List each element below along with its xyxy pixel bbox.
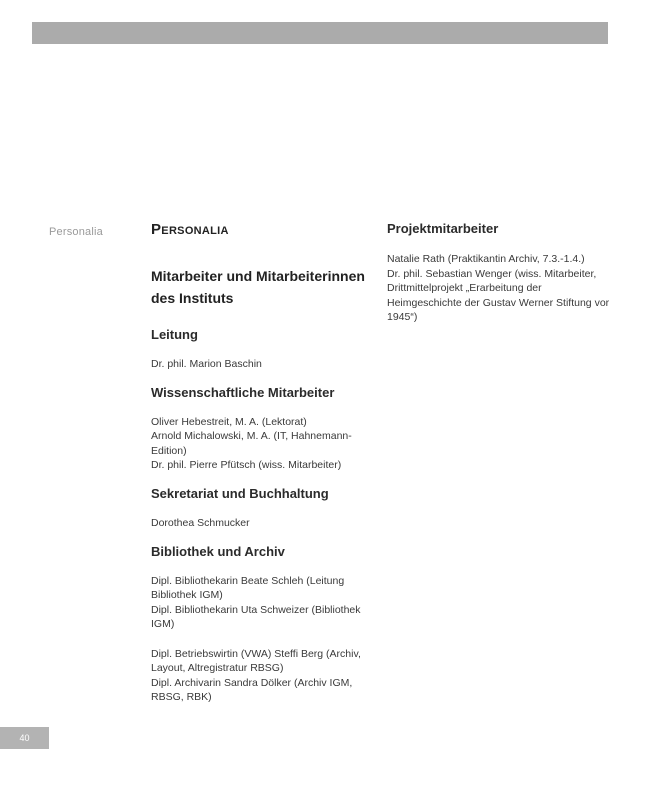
page-title: Personalia [151,221,229,238]
spacer [151,632,376,647]
list-bibliothek [151,574,376,705]
heading-bibliothek: Bibliothek und Archiv [151,543,285,559]
list-item: Dipl. Bibliothekarin Uta Schweizer (Bibliothek IGM) [151,603,361,631]
right-column [387,221,617,325]
heading-sekretariat: Sekretariat und Buchhaltung [151,485,329,501]
list-projektmitarbeiter [387,252,617,325]
list-item: Dipl. Archivarin Sandra Dölker (Archiv IGM, RBSG, RBK) [151,676,353,704]
list-sekretariat [151,516,376,531]
page-number: 40 [0,727,49,749]
heading-wiss-mitarbeiter: Wissenschaftliche Mitarbeiter [151,384,335,400]
section-subtitle: Mitarbeiter und Mitarbeiterinnen des Instituts [151,268,365,306]
list-item: Natalie Rath (Praktikantin Archiv, 7.3.-1.4.) [387,253,585,265]
list-wiss-mitarbeiter [151,415,376,473]
list-item: Dr. phil. Marion Baschin [151,358,262,370]
list-item: Dorothea Schmucker [151,516,250,529]
list-item: Dipl. Bibliothekarin Beate Schleh (Leitung Bibliothek IGM) [151,574,345,602]
list-item: Dipl. Betriebswirtin (VWA) Steffi Berg (Archiv, Layout, Altregistratur RBSG) [151,647,361,675]
list-item: Dr. phil. Sebastian Wenger (wiss. Mitarbeiter, Drittmittelprojekt „Erarbeitung der Heimgeschichte der Gustav Werner Stiftung vor 1945“) [387,267,610,324]
list-item: Oliver Hebestreit, M. A. (Lektorat) [151,415,307,428]
heading-projektmitarbeiter: Projektmitarbeiter [387,221,499,236]
left-column [151,220,376,705]
running-section-label: Personalia [49,226,103,238]
list-item: Arnold Michalowski, M. A. (IT, Hahnemann-Edition) [151,430,352,457]
list-leitung [151,357,376,372]
header-bar [32,22,608,44]
heading-leitung: Leitung [151,327,198,342]
list-item: Dr. phil. Pierre Pfütsch (wiss. Mitarbeiter) [151,459,342,472]
